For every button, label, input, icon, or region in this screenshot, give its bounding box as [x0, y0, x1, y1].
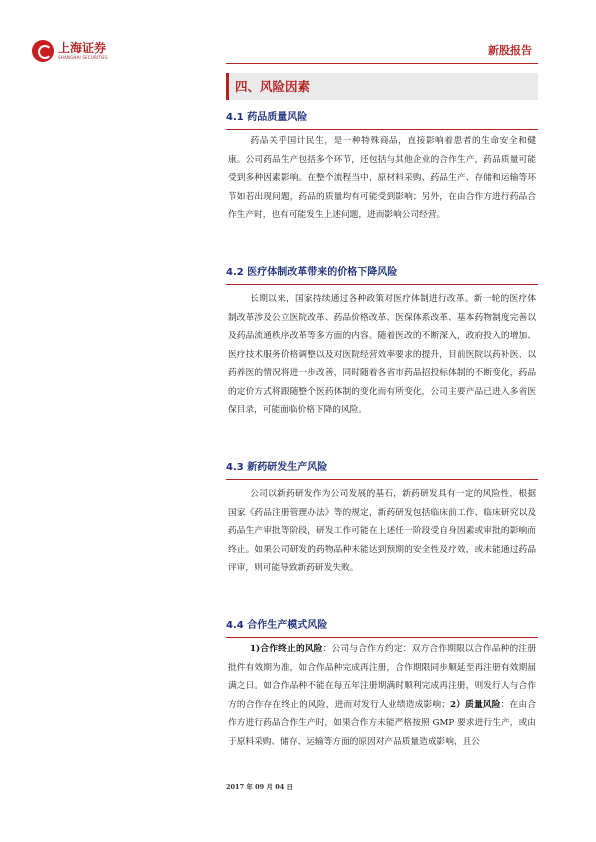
section-title: 四、风险因素: [226, 73, 538, 100]
paragraph-4-4: 1)合作终止的风险：公司与合作方约定：双方合作期限以合作品种的注册批件有效期为准，如合作品种完成再注册，合作期限同步顺延至再注册有效期届满之日。如合作品种不能在每五年注册期满时顺利完成再注册，则发行人与合作方的合作存在终止的风险，进而对发行人业绩造成影响；2）质量风险：在由合作方进行药品合作生产时，如果合作方未能严格按照 GMP 要求进行生产，或由于原料采购、储存、运输等方面的原因对产品质量造成影响，且公: [228, 644, 537, 747]
risk-label-termination: 1)合作终止的风险: [250, 644, 323, 654]
company-logo: [32, 38, 108, 64]
logo-emblem-icon: [32, 40, 54, 62]
paragraph-4-3: 公司以新药研发作为公司发展的基石，新药研发具有一定的风险性，根据国家《药品注册管理办法》等的规定，新药研发包括临床前工作、临床研究以及药品生产审批等阶段，研发工作可能在上述任一阶段受自身因素或审批的影响而终止。如果公司研发的药物品种未能达到预期的安全性及疗效，或未能通过药品评审，则可能导致新药研发失败。: [228, 489, 536, 573]
logo-chinese-name: 上海证券: [58, 40, 107, 55]
document-type-label: 新股报告: [488, 44, 532, 57]
subsection-heading-4-4: 4.4 合作生产模式风险: [226, 615, 538, 638]
header-divider: [226, 63, 538, 64]
paragraph-4-1: 药品关乎国计民生，是一种特殊商品，直接影响着患者的生命安全和健康。公司药品生产包括多个环节，还包括与其他企业的合作生产，药品质量可能受到多种因素影响。在整个流程当中，原材料采购、药品生产、存储和运输等环节如若出现问题，药品的质量均有可能受到影响；另外，在由合作方进行药品合作生产时，也有可能发生上述问题，进而影响公司经营。: [228, 136, 536, 220]
report-date: 2017 年 09 月 04 日: [226, 783, 293, 791]
logo-english-name: SHANGHAI SECURITIES: [58, 54, 108, 60]
risk-label-quality: 2）质量风险: [449, 699, 501, 710]
subsection-heading-4-3: 4.3 新药研发生产风险: [226, 457, 538, 480]
subsection-heading-4-2: 4.2 医疗体制改革带来的价格下降风险: [226, 262, 538, 285]
subsection-heading-4-1: 4.1 药品质量风险: [226, 107, 538, 130]
paragraph-4-2: 长期以来，国家持续通过各种政策对医疗体制进行改革。新一轮的医疗体制改革涉及公立医院改革、药品价格改革、医保体系改革、基本药物制度完善以及药品流通秩序改革等多方面的内容。随着医改的不断深入，政府投入的增加、医疗技术服务价格调整以及对医院经营效率要求的提升，目前医院以药补医、以药养医的情况将进一步改善，同时随着各省市药品招投标体制的不断变化，药品的定价方式将跟随整个医药体制的变化而有所变化，公司主要产品已进入多省医保目录，可能面临价格下降的风险。: [228, 294, 536, 415]
